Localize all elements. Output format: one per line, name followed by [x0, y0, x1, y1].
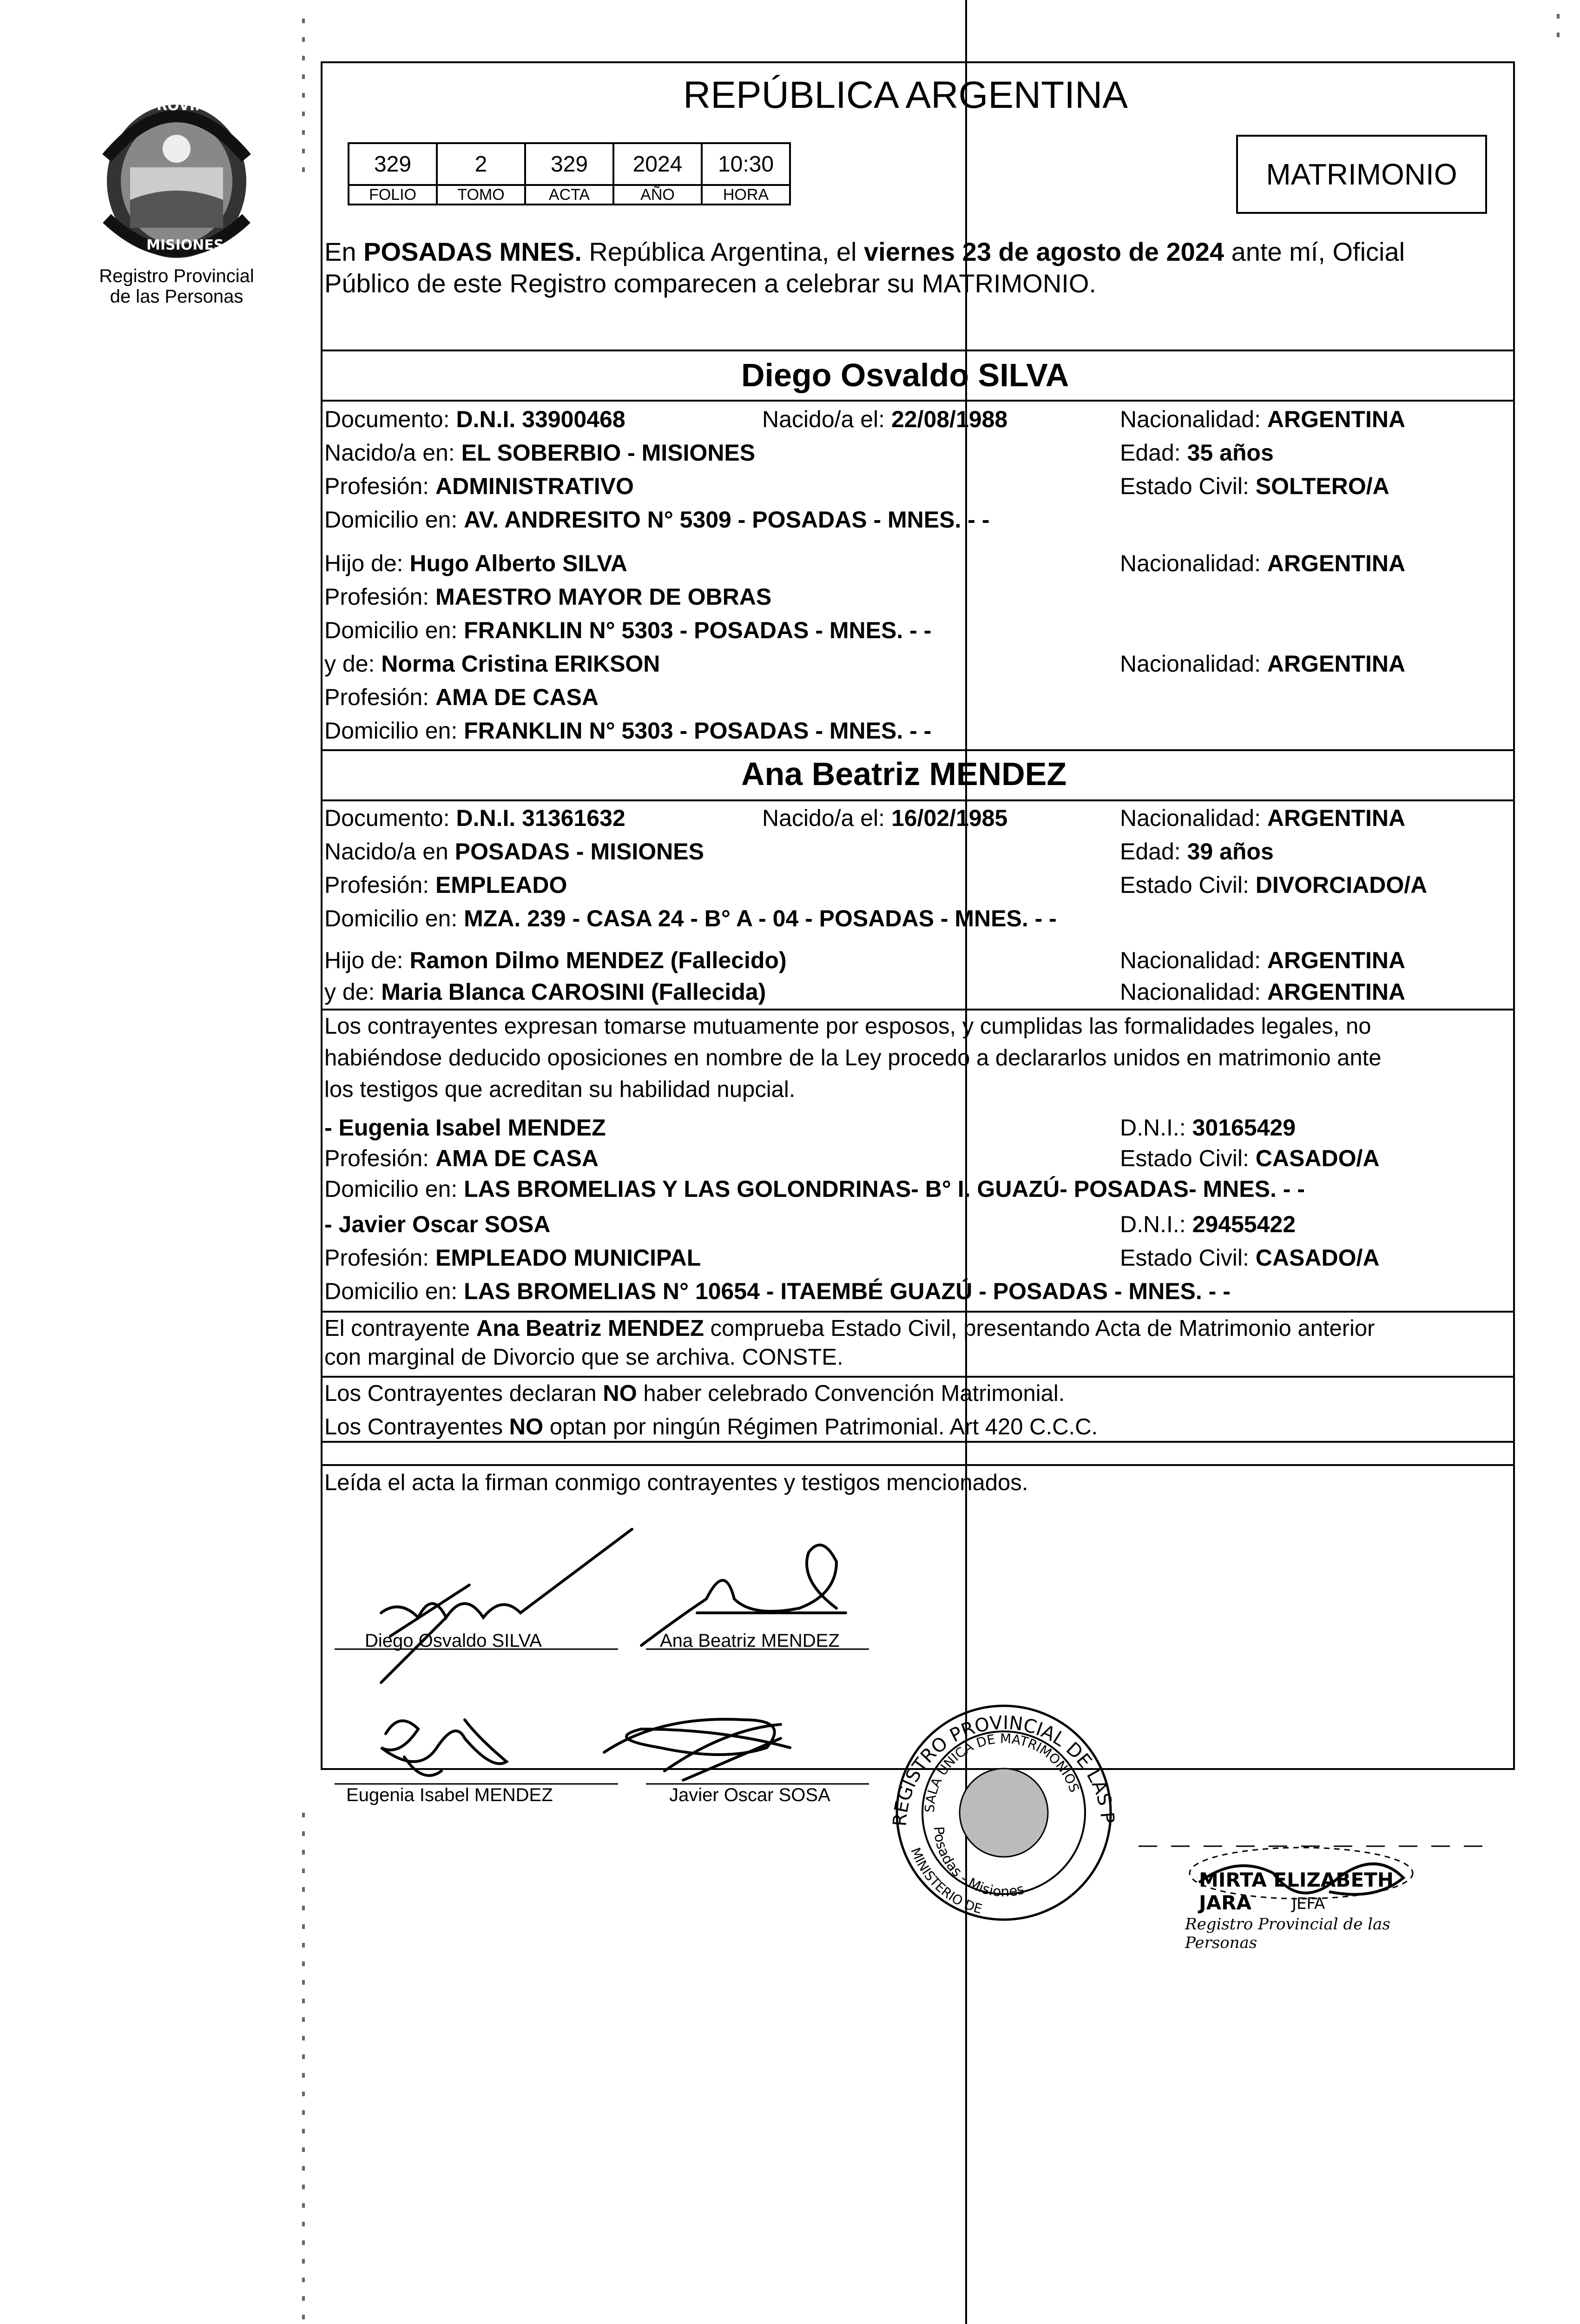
tomo-label: TOMO: [437, 185, 525, 205]
regime-line-2: Los Contrayentes NO optan por ningún Régimen Patrimonial. Art 420 C.C.C.: [324, 1414, 1098, 1439]
groom-birthdate: Nacido/a el: 22/08/1988: [762, 406, 1008, 432]
ceremony-line-2: habiéndose deducido oposiciones en nombre de la Ley procedo a declararlos unidos en matrimonio ante: [324, 1045, 1382, 1070]
groom-civil-status: Estado Civil: SOLTERO/A: [1120, 473, 1389, 499]
rule-4: [321, 799, 1515, 801]
bride-father-nationality: Nacionalidad: ARGENTINA: [1120, 947, 1406, 973]
margin-marks-top: [302, 19, 305, 186]
hora-value: 10:30: [702, 143, 790, 185]
closing-text: Leída el acta la firman conmigo contrayentes y testigos mencionados.: [324, 1470, 1028, 1495]
anio-value: 2024: [613, 143, 702, 185]
groom-name: Diego Osvaldo SILVA: [741, 357, 1069, 393]
groom-mother: y de: Norma Cristina ERIKSON: [324, 651, 660, 677]
bride-address: Domicilio en: MZA. 239 - CASA 24 - B° A - 04 - POSADAS - MNES. - -: [324, 905, 1057, 931]
hora-label: HORA: [702, 185, 790, 205]
witness-2-address: Domicilio en: LAS BROMELIAS N° 10654 - ITAEMBÉ GUAZÚ - POSADAS - MNES. - -: [324, 1278, 1231, 1304]
ceremony-line-3: los testigos que acreditan su habilidad nupcial.: [324, 1077, 796, 1102]
official-stamp: [1180, 1845, 1441, 1952]
witness-2-dni: D.N.I.: 29455422: [1120, 1211, 1296, 1237]
rule-3: [321, 749, 1515, 751]
bride-birthplace: Nacido/a en POSADAS - MISIONES: [324, 838, 704, 865]
document-type: MATRIMONIO: [1266, 158, 1457, 191]
bride-mother-nationality: Nacionalidad: ARGENTINA: [1120, 979, 1406, 1005]
signature-3-label: Eugenia Isabel MENDEZ: [346, 1785, 553, 1805]
groom-nationality: Nacionalidad: ARGENTINA: [1120, 406, 1406, 432]
rule-5: [321, 1009, 1515, 1010]
bride-name: Ana Beatriz MENDEZ: [741, 756, 1067, 792]
logo-caption-1: Registro Provincial: [99, 266, 254, 286]
witness-2-profession: Profesión: EMPLEADO MUNICIPAL: [324, 1245, 701, 1271]
signature-1-label: Diego Osvaldo SILVA: [365, 1631, 542, 1651]
intro-line-1: En POSADAS MNES. República Argentina, el viernes 23 de agosto de 2024 ante mí, Oficial: [324, 237, 1405, 266]
logo-arc-top: PROVINCIA: [146, 98, 233, 114]
rule-2: [321, 400, 1515, 402]
signature-4-label: Javier Oscar SOSA: [669, 1785, 830, 1805]
witness-2-civil-status: Estado Civil: CASADO/A: [1120, 1245, 1380, 1271]
witness-1-profession: Profesión: AMA DE CASA: [324, 1145, 599, 1171]
registry-seal: [874, 1673, 1134, 1934]
witness-1-civil-status: Estado Civil: CASADO/A: [1120, 1145, 1380, 1171]
official-role: JEFA: [1292, 1895, 1325, 1913]
seal-bottom-text: Posadas - Misiones: [930, 1826, 1026, 1901]
intro-line-2: Público de este Registro comparecen a celebrar su MATRIMONIO.: [324, 269, 1096, 298]
civil-status-note-line-2: con marginal de Divorcio que se archiva. CONSTE.: [324, 1345, 843, 1370]
witness-2-name: - Javier Oscar SOSA: [324, 1211, 551, 1237]
rule-1: [321, 350, 1515, 351]
rule-6: [321, 1311, 1515, 1313]
seal-rim-text: MINISTERIO DE: [908, 1845, 984, 1917]
groom-father: Hijo de: Hugo Alberto SILVA: [324, 550, 627, 576]
registry-logo: [88, 88, 265, 321]
regime-line-1: Los Contrayentes declaran NO haber celebrado Convención Matrimonial.: [324, 1381, 1065, 1406]
groom-age: Edad: 35 años: [1120, 440, 1274, 466]
document-type-box: [1236, 135, 1487, 214]
groom-address: Domicilio en: AV. ANDRESITO N° 5309 - POSADAS - MNES. - -: [324, 507, 990, 533]
groom-mother-profession: Profesión: AMA DE CASA: [324, 684, 599, 710]
rule-9: [321, 1464, 1515, 1466]
civil-status-note-line-1: El contrayente Ana Beatriz MENDEZ comprueba Estado Civil, presentando Acta de Matrimonio anterior: [324, 1316, 1375, 1341]
anio-label: AÑO: [613, 185, 702, 205]
tomo-value: 2: [437, 143, 525, 185]
rule-7: [321, 1376, 1515, 1378]
margin-marks-right: [1557, 14, 1560, 46]
groom-profession: Profesión: ADMINISTRATIVO: [324, 473, 634, 499]
groom-mother-nationality: Nacionalidad: ARGENTINA: [1120, 651, 1406, 677]
seal-inner-text: SALA ÚNICA DE MATRIMONIOS: [922, 1730, 1082, 1813]
scan-fold-line: [965, 0, 967, 2324]
official-name: MIRTA ELIZABETH JARA: [1199, 1868, 1394, 1914]
signature-2-label: Ana Beatriz MENDEZ: [660, 1631, 840, 1651]
groom-father-address: Domicilio en: FRANKLIN N° 5303 - POSADAS - MNES. - -: [324, 617, 932, 643]
groom-father-profession: Profesión: MAESTRO MAYOR DE OBRAS: [324, 584, 772, 610]
bride-age: Edad: 39 años: [1120, 838, 1274, 865]
logo-arc-bottom: MISIONES: [146, 237, 224, 253]
bride-document: Documento: D.N.I. 31361632: [324, 805, 625, 831]
bride-birthdate: Nacido/a el: 16/02/1985: [762, 805, 1008, 831]
logo-caption-2: de las Personas: [110, 286, 244, 307]
acta-label: ACTA: [525, 185, 613, 205]
margin-marks-bottom: [302, 1813, 305, 2324]
bride-father: Hijo de: Ramon Dilmo MENDEZ (Fallecido): [324, 947, 787, 973]
seal-outer-text: REGISTRO PROVINCIAL DE LAS P: [889, 1712, 1119, 1827]
bride-civil-status: Estado Civil: DIVORCIADO/A: [1120, 872, 1428, 898]
witness-1-name: - Eugenia Isabel MENDEZ: [324, 1115, 606, 1141]
groom-father-nationality: Nacionalidad: ARGENTINA: [1120, 550, 1406, 576]
folio-label: FOLIO: [349, 185, 437, 205]
acta-value: 329: [525, 143, 613, 185]
folio-value: 329: [349, 143, 437, 185]
official-office: Registro Provincial de las Personas: [1185, 1915, 1390, 1952]
groom-document: Documento: D.N.I. 33900468: [324, 406, 625, 432]
bride-mother: y de: Maria Blanca CAROSINI (Fallecida): [324, 979, 766, 1005]
seal-stamp-icon: [874, 1673, 1134, 1934]
witness-1-dni: D.N.I.: 30165429: [1120, 1115, 1296, 1141]
page-title: REPÚBLICA ARGENTINA: [683, 74, 1128, 116]
witness-1-address: Domicilio en: LAS BROMELIAS Y LAS GOLONDRINAS- B° I. GUAZÚ- POSADAS- MNES. - -: [324, 1176, 1305, 1202]
record-number-grid: [348, 142, 791, 205]
rule-8: [321, 1441, 1515, 1443]
groom-mother-address: Domicilio en: FRANKLIN N° 5303 - POSADAS - MNES. - -: [324, 718, 932, 744]
ceremony-line-1: Los contrayentes expresan tomarse mutuamente por esposos, y cumplidas las formalidades legales, no: [324, 1014, 1371, 1039]
bride-nationality: Nacionalidad: ARGENTINA: [1120, 805, 1406, 831]
bride-profession: Profesión: EMPLEADO: [324, 872, 567, 898]
groom-birthplace: Nacido/a en: EL SOBERBIO - MISIONES: [324, 440, 756, 466]
